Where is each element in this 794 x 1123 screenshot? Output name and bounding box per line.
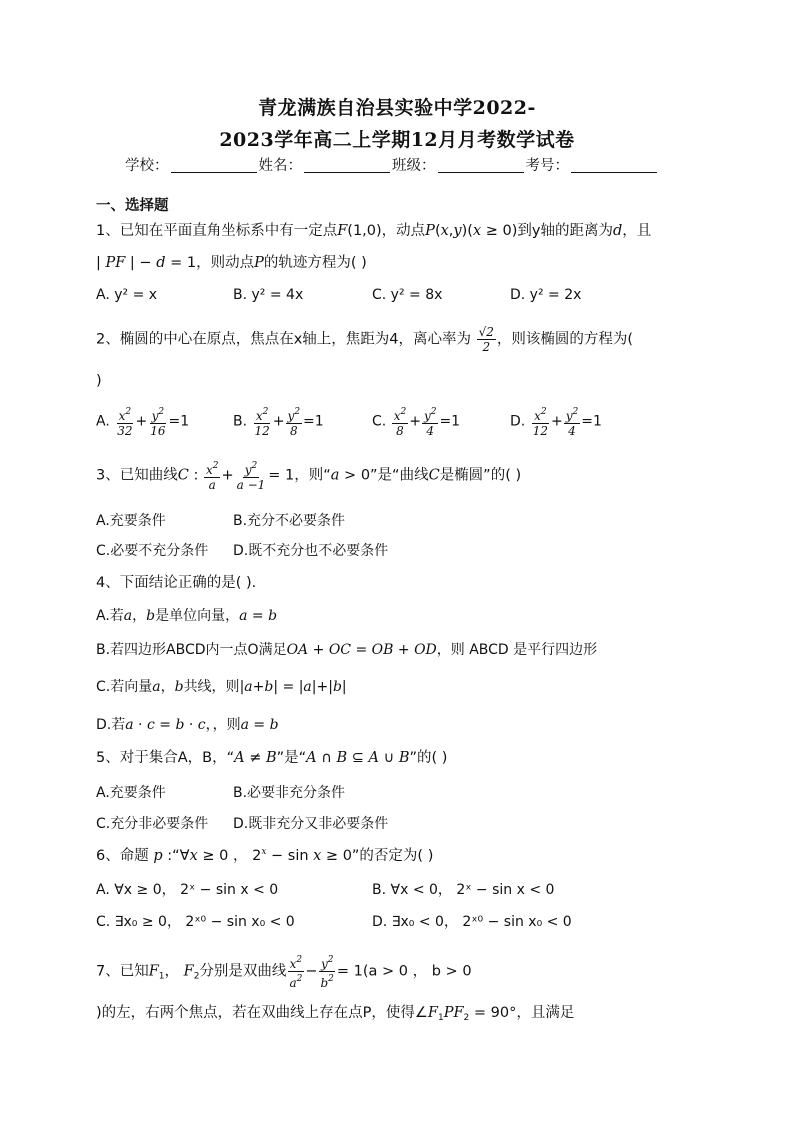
q7-text-b: 分别是双曲线	[199, 963, 287, 980]
q5-option-d[interactable]: D.既非充分又非必要条件	[233, 816, 389, 832]
q1-text-c: 到y轴的距离为	[517, 223, 613, 239]
q2-option-a[interactable]: A. $\frac{x^2}{32}$ + $\frac{y^2}{16}$ =1	[96, 407, 190, 438]
school-blank[interactable]	[171, 158, 257, 173]
q1-option-a[interactable]: A. y² = x	[96, 287, 158, 303]
q3-option-d[interactable]: D.既不充分也不必要条件	[233, 543, 389, 559]
q7-text-line2b: ，且满足	[516, 1005, 575, 1021]
q6-option-b[interactable]: B. ∀x < 0， 2ˣ − sin x < 0	[372, 882, 555, 898]
question-3: 3、已知曲线C : $\frac{x^2}{a}$ + $\frac{y^2}{a -1}$ = 1，则“a > 0”是“曲线C是椭圆”的( )	[96, 461, 522, 492]
q2-close-paren: )	[96, 373, 102, 389]
q5-option-a[interactable]: A.充要条件	[96, 785, 166, 801]
question-1-line2: | PF | − d = 1，则动点P的轨迹方程为( )	[96, 255, 367, 271]
exam-title-line2: 2023学年高二上学期12月月考数学试卷	[219, 129, 575, 151]
q4-option-d[interactable]: D.若a · c = b · c，，则a = b	[96, 717, 279, 733]
q4-option-d-text: D.若	[96, 717, 126, 733]
q4-option-a-text: A.若	[96, 608, 124, 624]
q5-option-b[interactable]: B.必要非充分条件	[233, 785, 346, 801]
q1-option-b[interactable]: B. y² = 4x	[233, 287, 304, 303]
q4-option-c-text: C.若向量	[96, 679, 153, 695]
q1-option-d[interactable]: D. y² = 2x	[510, 287, 582, 303]
q3-text-d: 是椭圆”的( )	[439, 467, 522, 484]
q3-text-c: ”是“曲线	[370, 467, 429, 484]
q4-option-c[interactable]: C.若向量a，b共线，则|a+b| = |a|+|b|	[96, 679, 347, 695]
question-2-line1	[96, 325, 633, 354]
question-1-line1: 1、已知在平面直角坐标系中有一定点F(1,0)，动点P(x,y)(x ≥ 0)到y轴的距离为d，且	[96, 223, 652, 239]
school-label: 学校：	[125, 158, 169, 174]
exam-title-line1: 青龙满族自治县实验中学2022-	[258, 97, 536, 119]
q6-text-a: 6、命题	[96, 848, 149, 864]
q1-text-a: 1、已知在平面直角坐标系中有一定点	[96, 223, 338, 239]
q3-option-b[interactable]: B.充分不必要条件	[233, 513, 346, 529]
class-blank[interactable]	[438, 158, 524, 173]
q3-option-c[interactable]: C.必要不充分条件	[96, 543, 209, 559]
q7-text-line2a: )的左，右两个焦点，若在双曲线上存在点P，使得	[96, 1005, 415, 1021]
q4-option-d-text2: ，则	[212, 717, 241, 733]
q4-option-b[interactable]: B.若四边形ABCD内一点O满足OA + OC = OB + OD，则 ABCD 是平行四边形	[96, 642, 598, 658]
q1-math-point-f: F	[337, 223, 348, 239]
q6-option-c[interactable]: C. ∃x₀ ≥ 0， 2ˣ⁰ − sin x₀ < 0	[96, 914, 295, 930]
q4-option-b-text2: ，则 ABCD 是平行四边形	[436, 642, 598, 658]
section-heading: 一、选择题	[96, 198, 169, 214]
question-6: 6、命题 p :“∀x ≥ 0 ， $2^x - \sin x \ge 0$”的否定为( )	[96, 847, 434, 864]
q4-option-b-text: B.若四边形ABCD内一点O满足	[96, 642, 287, 658]
q2-option-d-label: D.	[510, 413, 526, 430]
q2-option-c[interactable]: C. $\frac{x^2}{8}$ + $\frac{y^2}{4}$ =1	[372, 407, 461, 438]
student-info-row	[125, 154, 659, 175]
q2-option-b[interactable]: B. $\frac{x^2}{12}$ + $\frac{y^2}{8}$ =1	[233, 407, 324, 438]
q4-option-c-text2: 共线，则	[183, 679, 240, 695]
q2-eccentricity-fraction: $\frac{√2}{2}$	[478, 325, 494, 354]
exam-no-blank[interactable]	[571, 158, 657, 173]
q4-option-a-text2: 是单位向量，	[155, 608, 240, 624]
q2-option-c-label: C.	[372, 413, 387, 430]
q1-text-e: ，则动点	[196, 255, 255, 271]
question-4: 4、下面结论正确的是( ).	[96, 575, 257, 591]
name-label: 姓名：	[258, 158, 302, 174]
q4-option-a[interactable]: A.若a，b是单位向量，a = b	[96, 608, 278, 624]
q6-text-b: ”的否定为( )	[351, 848, 434, 864]
q3-text-b: ，则“	[294, 467, 331, 484]
q2-text2: ，则该椭圆的方程为(	[496, 331, 634, 348]
q2-text: 2、椭圆的中心在原点，焦点在x轴上，焦距为4，离心率为	[96, 331, 472, 348]
name-blank[interactable]	[304, 158, 390, 173]
q2-option-b-label: B.	[233, 413, 248, 430]
q3-text-a: 3、已知曲线	[96, 467, 178, 484]
q6-option-a[interactable]: A. ∀x ≥ 0， 2ˣ − sin x < 0	[96, 882, 279, 898]
q5-text-a: 5、对于集合A，B，“	[96, 750, 235, 766]
q1-text-b: ，动点	[381, 223, 426, 239]
q1-math-point-p: P	[425, 223, 435, 239]
question-5: 5、对于集合A，B，“A ≠ B”是“A ∩ B ⊆ A ∪ B”的( )	[96, 750, 448, 766]
exam-no-label: 考号：	[525, 158, 569, 174]
question-7-line2: )的左，右两个焦点，若在双曲线上存在点P，使得$\angle F_1PF_2 = 90^\circ$，且满足	[96, 1005, 575, 1023]
q5-text-b: ”是“	[276, 750, 307, 766]
q2-option-a-label: A.	[96, 413, 110, 430]
q7-text-c: (a > 0 ， b > 0	[362, 963, 472, 980]
q1-text-d: ，且	[622, 223, 652, 239]
q5-option-c[interactable]: C.充分非必要条件	[96, 816, 209, 832]
q7-text-a: 7、已知	[96, 963, 149, 980]
q1-text-f: 的轨迹方程为( )	[263, 255, 367, 271]
q6-option-d[interactable]: D. ∃x₀ < 0， 2ˣ⁰ − sin x₀ < 0	[372, 914, 572, 930]
class-label: 班级：	[392, 158, 436, 174]
question-7-line1: 7、已知$F_1$， $F_2$分别是双曲线 $\frac{x^2}{a^2}$ − $\frac{y^2}{b^2}$ = 1(a > 0 ， b > 0	[96, 955, 472, 990]
q3-option-a[interactable]: A.充要条件	[96, 513, 166, 529]
q5-text-c: ”的( )	[409, 750, 448, 766]
q2-option-d[interactable]: D. $\frac{x^2}{12}$ + $\frac{y^2}{4}$ =1	[510, 407, 602, 438]
q1-option-c[interactable]: C. y² = 8x	[372, 287, 443, 303]
